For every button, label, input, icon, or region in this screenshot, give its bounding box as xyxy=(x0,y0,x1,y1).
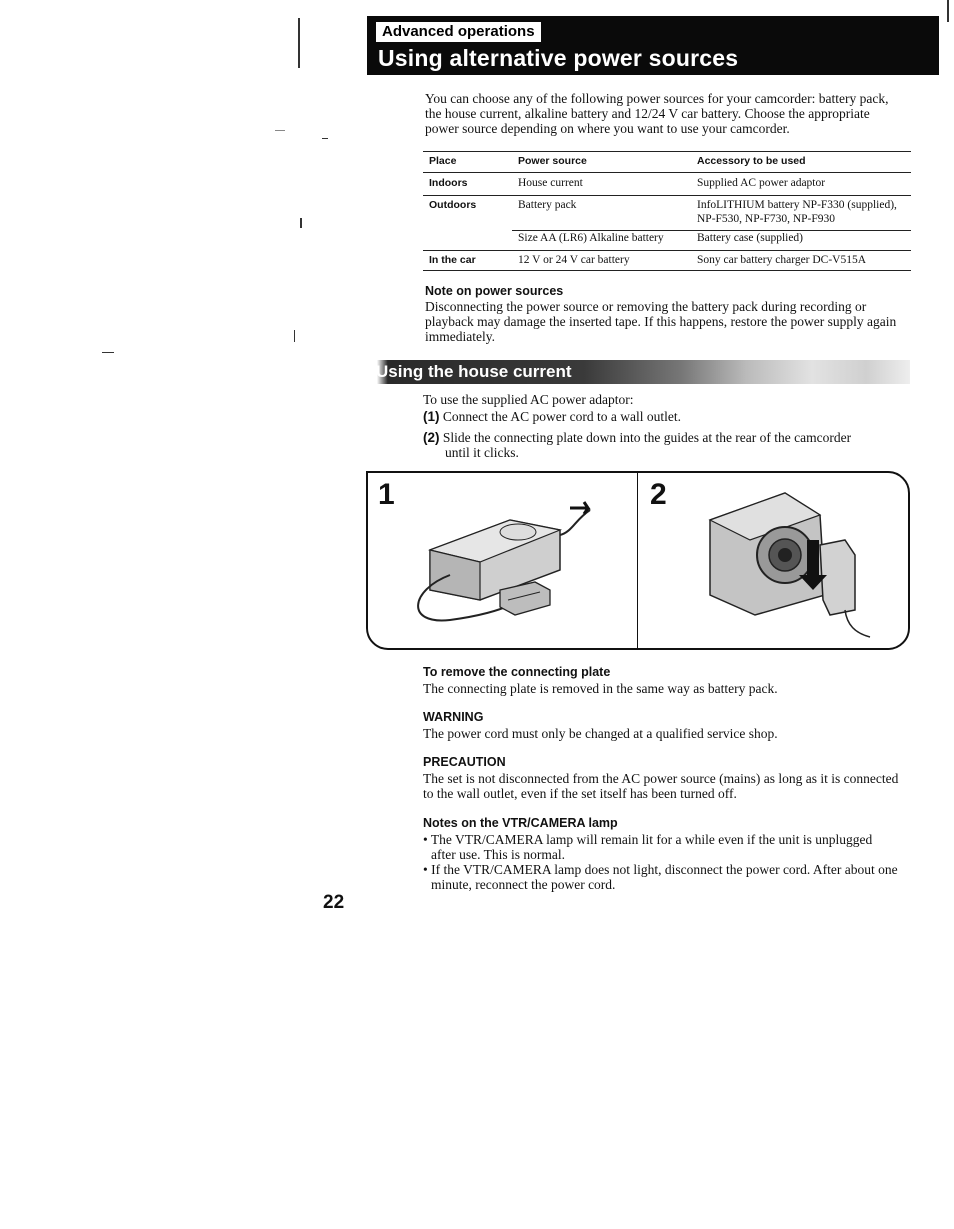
lamp-notes-heading: Notes on the VTR/CAMERA lamp xyxy=(423,816,618,830)
scan-mark xyxy=(300,218,302,228)
warning-heading: WARNING xyxy=(423,710,484,724)
table-row-source: 12 V or 24 V car battery xyxy=(518,254,630,266)
intro-line: You can choose any of the following power sources for your camcorder: battery pack, xyxy=(425,91,889,106)
bullet-text-cont: after use. This is normal. xyxy=(431,847,565,862)
note-power-heading: Note on power sources xyxy=(425,284,564,298)
step-2 xyxy=(423,430,913,460)
table-row-accessory: Supplied AC power adaptor xyxy=(697,177,826,189)
step-number: (1) xyxy=(423,409,440,424)
ac-adaptor-illustration xyxy=(400,490,600,635)
table-row-source: Battery pack xyxy=(518,199,577,211)
bullet-text: If the VTR/CAMERA lamp does not light, disconnect the power cord. After about one xyxy=(431,862,898,877)
page-title: Using alternative power sources xyxy=(378,45,739,71)
warning-text: The power cord must only be changed at a qualified service shop. xyxy=(423,726,778,741)
table-row-accessory-cont: NP-F530, NP-F730, NP-F930 xyxy=(697,213,836,225)
subsection-title: Using the house current xyxy=(376,362,572,381)
lamp-notes-list xyxy=(423,832,918,892)
step-text-cont: until it clicks. xyxy=(445,445,519,460)
step-number: (2) xyxy=(423,430,440,445)
table-row-accessory: Sony car battery charger DC-V515A xyxy=(697,254,867,266)
note-line: Disconnecting the power source or removing the battery pack during recording or xyxy=(425,299,867,314)
table-row-place: Indoors xyxy=(429,177,468,189)
precaution-line: The set is not disconnected from the AC power source (mains) as long as it is connected xyxy=(423,771,899,786)
step-text: Slide the connecting plate down into the guides at the rear of the camcorder xyxy=(442,430,852,445)
intro-line: the house current, alkaline battery and 12/24 V car battery. Choose the appropriate xyxy=(425,106,870,121)
table-row-place: Outdoors xyxy=(429,199,477,211)
note-line: playback may damage the inserted tape. If this happens, restore the power supply again xyxy=(425,314,897,329)
bullet-text: The VTR/CAMERA lamp will remain lit for a while even if the unit is unplugged xyxy=(430,832,873,847)
step-1 xyxy=(423,409,913,424)
precaution-text xyxy=(423,771,918,801)
remove-plate-text: The connecting plate is removed in the same way as battery pack. xyxy=(423,681,778,696)
bullet-text-cont: minute, reconnect the power cord. xyxy=(431,877,616,892)
house-current-intro: To use the supplied AC power adaptor: xyxy=(423,392,634,407)
step-text: Connect the AC power cord to a wall outlet. xyxy=(442,409,681,424)
table-header-source: Power source xyxy=(518,155,587,167)
table-row-place: In the car xyxy=(429,254,476,266)
camcorder-illustration xyxy=(695,485,880,640)
table-header-place: Place xyxy=(429,155,457,167)
list-item: • The VTR/CAMERA lamp will remain lit for a while even if the unit is unplugged after use. This is normal. xyxy=(423,832,918,862)
figure-label-2: 2 xyxy=(650,478,667,511)
table-row-source: House current xyxy=(518,177,583,189)
scan-mark xyxy=(298,18,300,68)
list-item: • If the VTR/CAMERA lamp does not light, disconnect the power cord. After about one minute, reconnect the power cord. xyxy=(423,862,918,892)
remove-plate-heading: To remove the connecting plate xyxy=(423,665,611,679)
intro-paragraph xyxy=(425,91,915,136)
intro-line: power source depending on where you want to use your camcorder. xyxy=(425,121,790,136)
note-power-text xyxy=(425,299,915,344)
precaution-line: to the wall outlet, even if the set itself has been turned off. xyxy=(423,786,737,801)
scan-mark xyxy=(947,0,949,22)
figure-label-1: 1 xyxy=(378,478,395,511)
table-row-accessory: Battery case (supplied) xyxy=(697,232,804,244)
scan-mark xyxy=(294,330,295,342)
table-row-accessory: InfoLITHIUM battery NP-F330 (supplied), xyxy=(697,199,897,211)
table-row-source: Size AA (LR6) Alkaline battery xyxy=(518,232,664,244)
scan-mark xyxy=(102,352,114,353)
note-line: immediately. xyxy=(425,329,495,344)
scan-mark xyxy=(275,130,285,131)
page-number: 22 xyxy=(323,892,345,913)
precaution-heading: PRECAUTION xyxy=(423,755,506,769)
section-tag: Advanced operations xyxy=(376,22,541,42)
scan-mark xyxy=(322,138,328,139)
table-header-accessory: Accessory to be used xyxy=(697,155,806,167)
illustration-divider xyxy=(637,471,638,648)
